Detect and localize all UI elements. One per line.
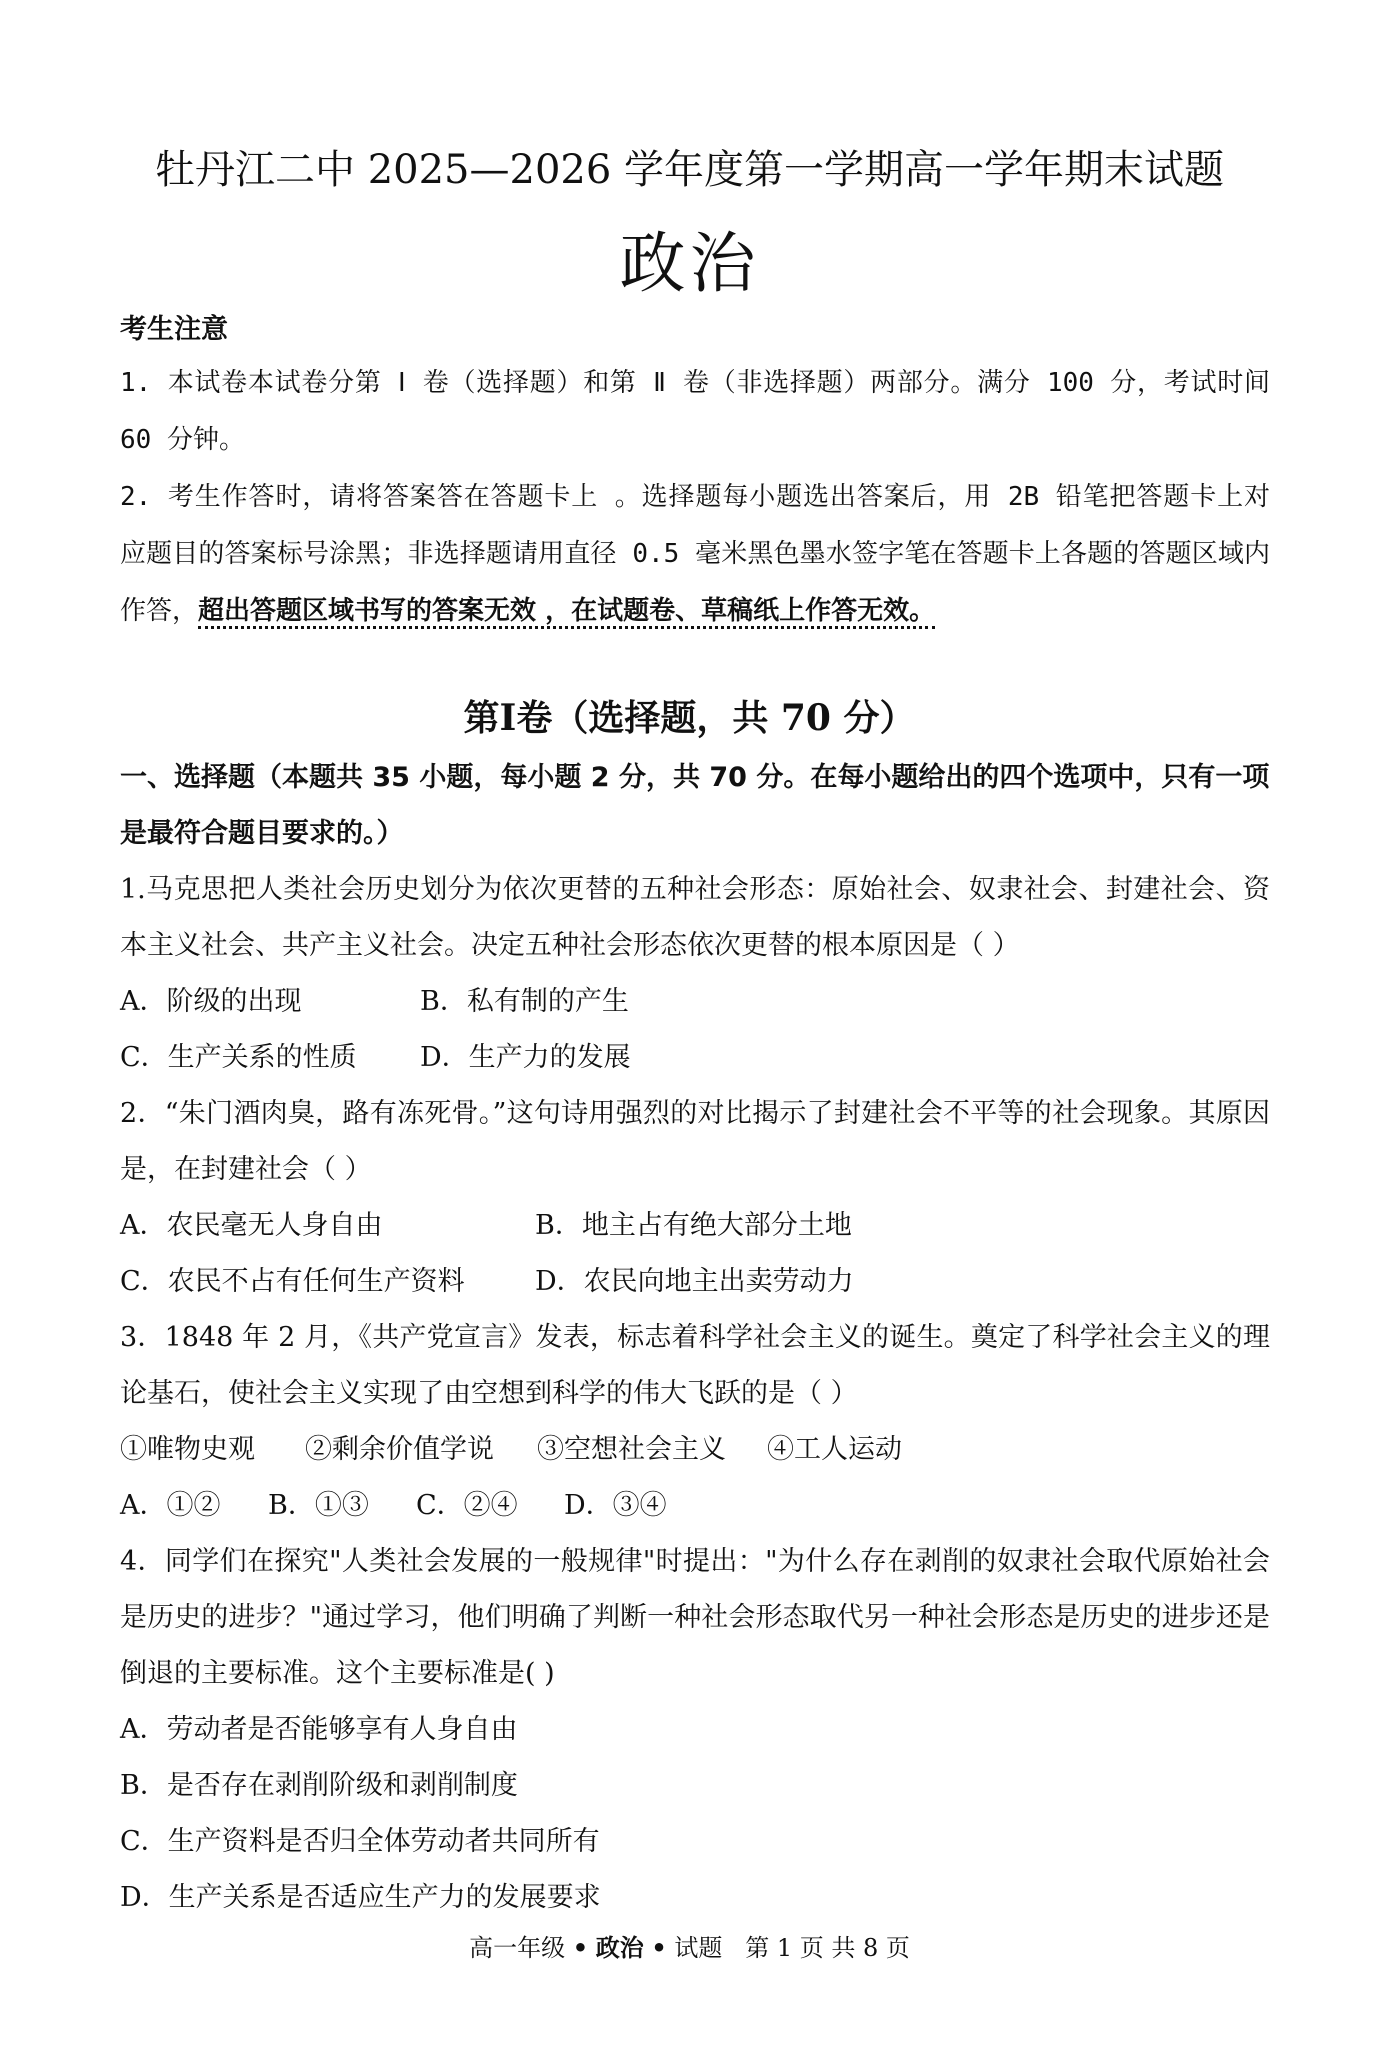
- question-1-option-d: D．生产力的发展: [420, 1042, 631, 1073]
- question-3-item-1: ①唯物史观: [120, 1434, 255, 1465]
- notice-item-2: [120, 469, 1270, 640]
- footer-dot-2: •: [651, 1934, 667, 1962]
- subject-title: 政治: [619, 225, 760, 302]
- footer-subject: 政治: [595, 1934, 644, 1962]
- question-3-option-a: A．①②: [120, 1490, 221, 1521]
- question-3-stem: 3．1848 年 2 月，《共产党宣言》发表，标志着科学社会主义的诞生。奠定了科学社会主义的理论基石，使社会主义实现了由空想到科学的伟大飞跃的是（ ）: [120, 1322, 1270, 1409]
- candidate-notice: [120, 305, 1270, 640]
- question-4-option-c: C．生产资料是否归全体劳动者共同所有: [120, 1826, 600, 1857]
- question-2-options-row-1: [120, 1198, 1270, 1254]
- question-2-option-a: A．农民毫无人身自由: [120, 1210, 383, 1241]
- page-footer: [0, 1928, 1379, 1963]
- footer-page-number: 第 1 页 共 8 页: [745, 1934, 910, 1962]
- question-4-option-b: B．是否存在剥削阶级和剥削制度: [120, 1770, 518, 1801]
- question-1-option-a: A．阶级的出现: [120, 986, 302, 1017]
- question-1-option-c: C．生产关系的性质: [120, 1042, 357, 1073]
- question-2-option-d: D．农民向地主出卖劳动力: [535, 1266, 854, 1297]
- question-3-item-2: ②剩余价值学说: [305, 1434, 494, 1465]
- question-3-item-4: ④工人运动: [767, 1434, 902, 1465]
- question-2-option-c: C．农民不占有任何生产资料: [120, 1266, 465, 1297]
- question-list: [120, 750, 1270, 1926]
- question-3-option-d: D．③④: [564, 1490, 667, 1521]
- question-4-option-d: D．生产关系是否适应生产力的发展要求: [120, 1882, 601, 1913]
- footer-grade: 高一年级: [469, 1934, 566, 1962]
- section-title: 第Ⅰ卷（选择题，共 70 分）: [463, 697, 916, 739]
- notice-item-2-text: 2. 考生作答时，请将答案答在答题卡上 。选择题每小题选出答案后，用 2B 铅笔把答题卡上对 应题目的答案标号涂黑；非选择题请用直径 0.5 毫米黑色墨水签字笔在答题卡上各题的答题区域内作答，: [120, 482, 1270, 626]
- question-1-options-row-1: [120, 974, 1270, 1030]
- question-1-stem: 1.马克思把人类社会历史划分为依次更替的五种社会形态：原始社会、奴隶社会、封建社会、资本主义社会、共产主义社会。决定五种社会形态依次更替的根本原因是（ ）: [120, 874, 1270, 961]
- question-4-option-a: A．劳动者是否能够享有人身自由: [120, 1714, 518, 1745]
- question-1-options-row-2: [120, 1030, 1270, 1086]
- question-3-items: [120, 1422, 1270, 1478]
- notice-item-2-emphasis: 超出答题区域书写的答案无效 ，在试题卷、草稿纸上作答无效。: [198, 596, 935, 629]
- question-3-option-b: B．①③: [268, 1490, 369, 1521]
- question-2-option-b: B．地主占有绝大部分土地: [535, 1210, 852, 1241]
- exam-title: 牡丹江二中 2025—2026 学年度第一学期高一学年期末试题: [154, 147, 1225, 193]
- question-3-item-3: ③空想社会主义: [537, 1434, 726, 1465]
- question-1-option-b: B．私有制的产生: [420, 986, 629, 1017]
- footer-dot-1: •: [572, 1934, 589, 1962]
- notice-item-1: 1. 本试卷本试卷分第 Ⅰ 卷（选择题）和第 Ⅱ 卷（非选择题）两部分。满分 100 分，考试时间 60 分钟。: [120, 368, 1270, 455]
- question-4-stem: 4．同学们在探究"人类社会发展的一般规律"时提出："为什么存在剥削的奴隶社会取代原始社会是历史的进步？"通过学习，他们明确了判断一种社会形态取代另一种社会形态是历史的进步还是倒退的主要标准。这个主要标准是( ): [120, 1546, 1270, 1689]
- footer-kind: 试题: [674, 1934, 723, 1962]
- question-2-stem: 2．“朱门酒肉臭，路有冻死骨。”这句诗用强烈的对比揭示了封建社会不平等的社会现象。其原因是，在封建社会（ ）: [120, 1098, 1270, 1185]
- question-2-options-row-2: [120, 1254, 1270, 1310]
- question-3-options: [120, 1478, 1270, 1534]
- notice-heading: 考生注意: [120, 314, 228, 345]
- part-heading: 一、选择题（本题共 35 小题，每小题 2 分，共 70 分。在每小题给出的四个选项中，只有一项是最符合题目要求的。）: [120, 762, 1270, 849]
- question-3-option-c: C．②④: [416, 1490, 518, 1521]
